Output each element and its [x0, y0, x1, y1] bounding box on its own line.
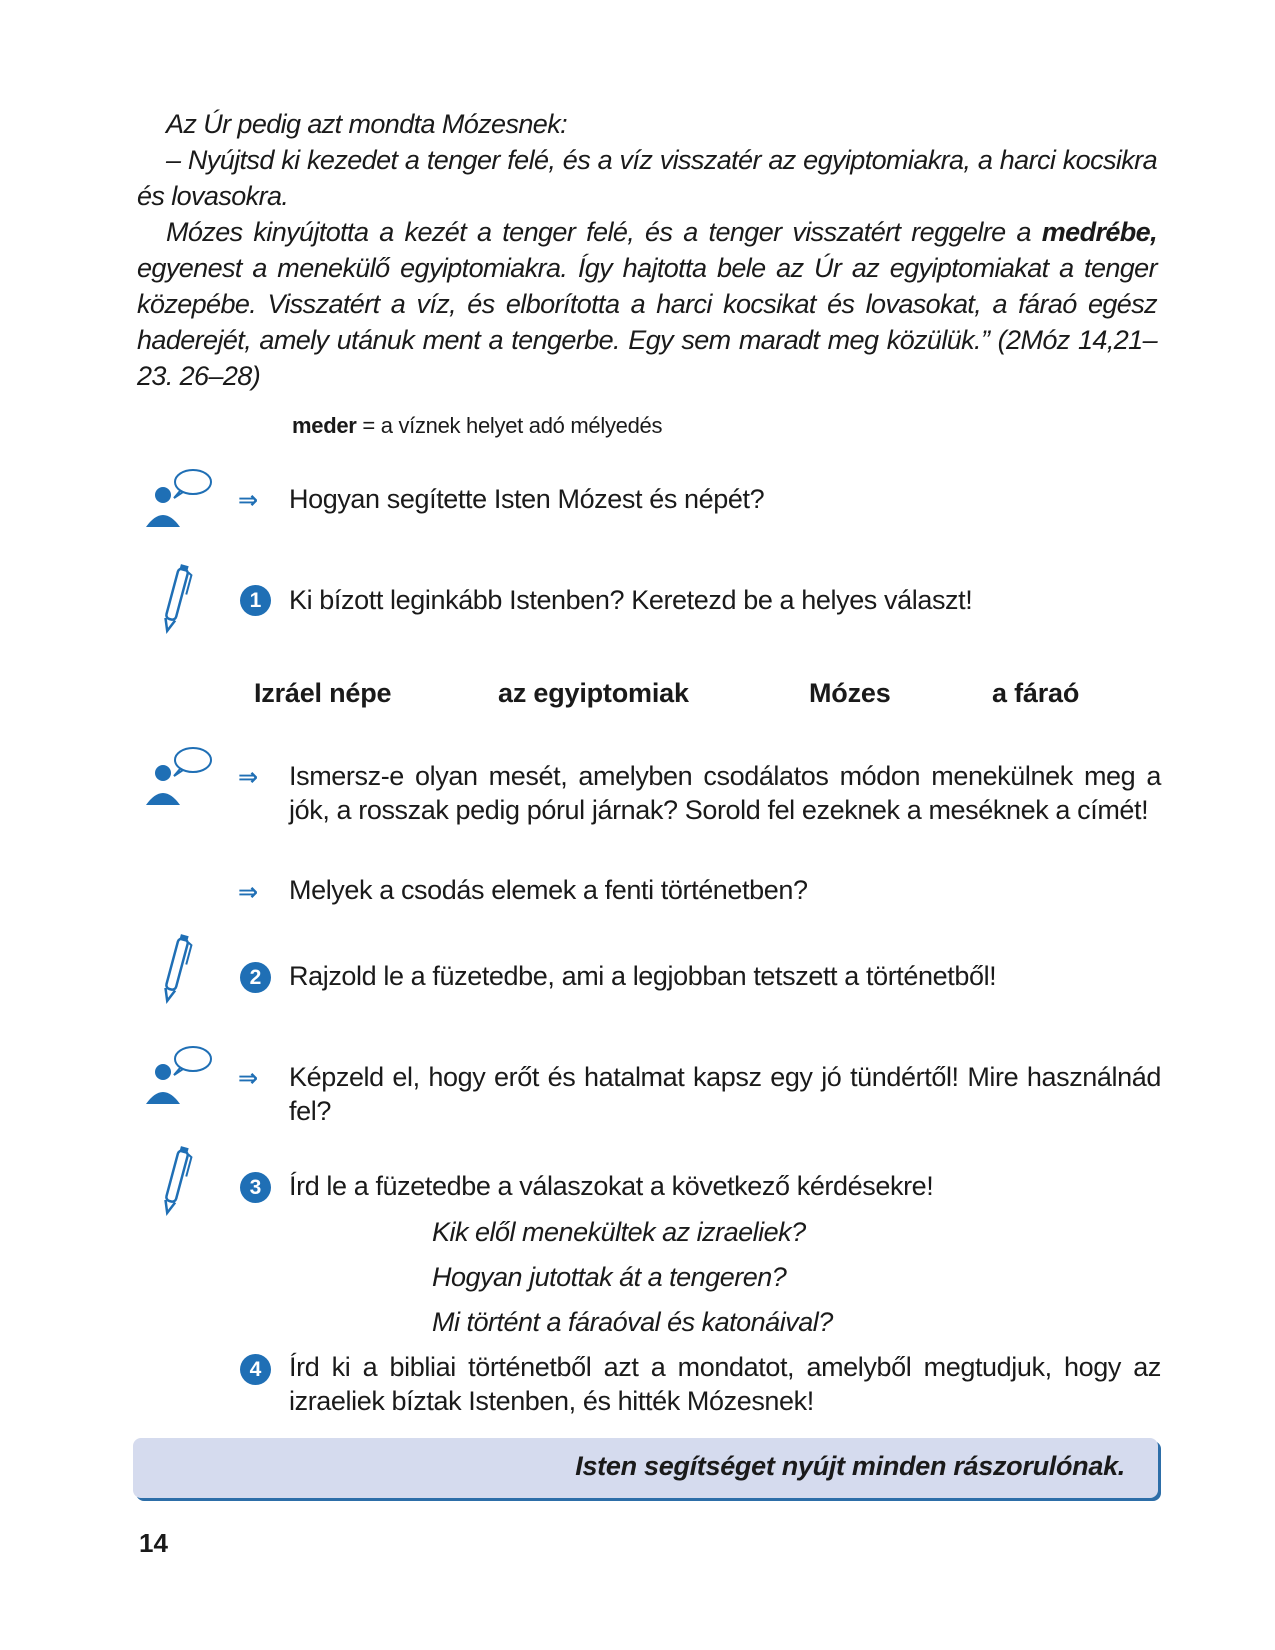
summary-banner — [133, 1438, 1158, 1498]
arrow-marker: ⇒ — [238, 1065, 253, 1092]
answer-choice[interactable]: Izráel népe — [254, 678, 392, 708]
arrow-marker: ⇒ — [238, 879, 253, 906]
speaking-person-icon — [143, 743, 215, 805]
summary-text: Isten segítséget nyújt minden rászorulónak. — [575, 1451, 1125, 1481]
task-3-question: Kik elől menekültek az izraeliek? — [432, 1217, 806, 1247]
task-number-badge: 1 — [240, 585, 271, 616]
passage-narrative: Mózes kinyújtotta a kezét a tenger felé, és a tenger visszatért reggelre a medrébe, egyenest a menekülő egyiptomiakra. Így hajtotta bele az Úr az egyiptomiakat a tenger közepébe. Visszatért a víz, és elborította a harci kocsikat és lovasokat, a fáraó egész haderejét, amely utánuk ment a tengerbe. Egy sem maradt meg közülük.” (2Móz 14,21–23. 26–28) — [137, 217, 1157, 391]
discussion-question-1: Hogyan segítette Isten Mózest és népét? — [289, 484, 765, 514]
task-4-text: Írd ki a bibliai történetből azt a mondatot, amelyből megtudjuk, hogy az izraeliek bíztak Istenben, és hitték Mózesnek! — [289, 1352, 1161, 1416]
answer-choice[interactable]: az egyiptomiak — [498, 678, 689, 708]
answer-choice[interactable]: a fáraó — [992, 678, 1080, 708]
arrow-marker: ⇒ — [238, 764, 253, 791]
discussion-question-2b: Melyek a csodás elemek a fenti történetben? — [289, 875, 808, 905]
task-3-question: Hogyan jutottak át a tengeren? — [432, 1262, 787, 1292]
arrow-marker: ⇒ — [238, 487, 253, 514]
passage-command: – Nyújtsd ki kezedet a tenger felé, és a víz visszatér az egyiptomiakra, a harci kocsikra és lovasokra. — [137, 145, 1157, 211]
task-number-badge: 4 — [240, 1354, 271, 1385]
task-number-badge: 3 — [240, 1172, 271, 1203]
glossary-word: meder — [292, 413, 357, 438]
speaking-person-icon — [143, 1042, 215, 1104]
answer-choice[interactable]: Mózes — [809, 678, 891, 708]
pen-icon — [159, 562, 193, 634]
discussion-question-3: Képzeld el, hogy erőt és hatalmat kapsz egy jó tündértől! Mire használnád fel? — [289, 1062, 1161, 1126]
task-number-badge: 2 — [240, 962, 271, 993]
passage-intro: Az Úr pedig azt mondta Mózesnek: — [166, 109, 568, 139]
answer-choices — [254, 678, 1114, 714]
discussion-question-2a: Ismersz-e olyan mesét, amelyben csodálatos módon menekülnek meg a jók, a rosszak pedig pórul járnak? Sorold fel ezeknek a meséknek a címét! — [289, 761, 1161, 825]
glossary-term: medrébe, — [1041, 217, 1157, 247]
glossary-note — [292, 412, 662, 440]
task-2-text: Rajzold le a füzetedbe, ami a legjobban tetszett a történetből! — [289, 961, 997, 991]
task-3-question: Mi történt a fáraóval és katonáival? — [432, 1307, 833, 1337]
task-1-text: Ki bízott leginkább Istenben? Keretezd be a helyes választ! — [289, 585, 973, 615]
bible-passage — [137, 106, 1157, 394]
task-3-text: Írd le a füzetedbe a válaszokat a következő kérdésekre! — [289, 1171, 934, 1201]
glossary-definition: = a víznek helyet adó mélyedés — [356, 413, 663, 438]
pen-icon — [159, 1144, 193, 1216]
pen-icon — [159, 932, 193, 1004]
page-number: 14 — [139, 1528, 168, 1558]
speaking-person-icon — [143, 465, 215, 527]
